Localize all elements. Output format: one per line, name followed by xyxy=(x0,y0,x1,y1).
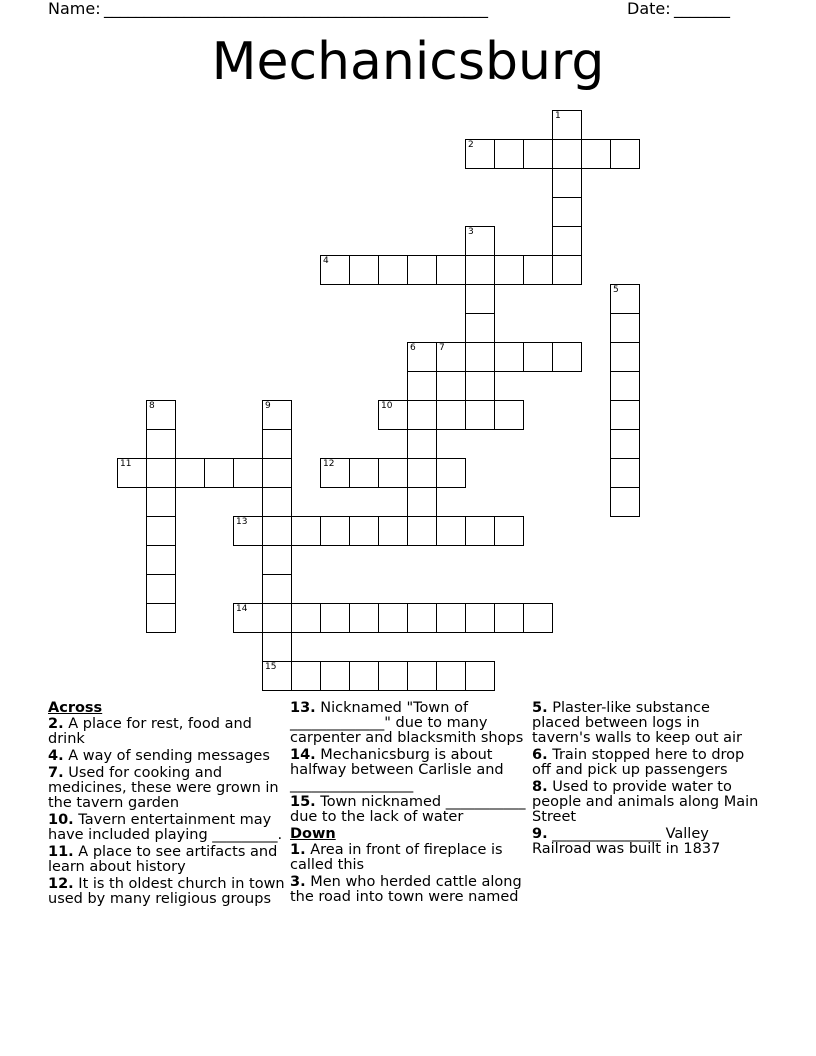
grid-cell[interactable] xyxy=(262,487,292,517)
grid-cell[interactable] xyxy=(146,400,176,430)
grid-cell[interactable] xyxy=(262,400,292,430)
grid-cell[interactable] xyxy=(262,429,292,459)
grid-cell[interactable] xyxy=(552,255,582,285)
grid-cell[interactable] xyxy=(494,516,524,546)
grid-cell[interactable] xyxy=(349,255,379,285)
clue-down-9 xyxy=(532,827,760,857)
grid-cell[interactable] xyxy=(146,429,176,459)
clues-column-1 xyxy=(48,701,288,909)
grid-cell[interactable] xyxy=(233,603,263,633)
grid-cell[interactable] xyxy=(436,516,466,546)
grid-cell[interactable] xyxy=(117,458,147,488)
grid-cell[interactable] xyxy=(552,168,582,198)
grid-cell[interactable] xyxy=(233,458,263,488)
name-label: Name: xyxy=(48,0,101,18)
cell-number: 14 xyxy=(236,604,248,614)
grid-cell[interactable] xyxy=(436,255,466,285)
grid-cell[interactable] xyxy=(610,487,640,517)
cell-number: 6 xyxy=(410,343,416,353)
clue-text: Men who herded cattle along the road into town were named xyxy=(290,874,522,905)
grid-cell[interactable] xyxy=(378,603,408,633)
grid-cell[interactable] xyxy=(436,603,466,633)
grid-cell[interactable] xyxy=(523,342,553,372)
cell-number: 2 xyxy=(468,140,474,150)
grid-cell[interactable] xyxy=(378,458,408,488)
grid-cell[interactable] xyxy=(465,371,495,401)
grid-cell[interactable] xyxy=(552,197,582,227)
grid-cell[interactable] xyxy=(552,226,582,256)
grid-cell[interactable] xyxy=(436,661,466,691)
grid-cell[interactable] xyxy=(349,516,379,546)
clue-number: 3. xyxy=(290,874,306,890)
grid-cell[interactable] xyxy=(146,458,176,488)
date-blank-line[interactable]: _______ xyxy=(674,0,730,18)
across-heading: Across xyxy=(48,700,103,716)
grid-cell[interactable] xyxy=(291,661,321,691)
grid-cell[interactable] xyxy=(378,400,408,430)
clue-text: Used to provide water to people and animals along Main Street xyxy=(532,779,759,825)
cell-number: 10 xyxy=(381,401,393,411)
grid-cell[interactable] xyxy=(262,632,292,662)
grid-cell[interactable] xyxy=(262,458,292,488)
grid-cell[interactable] xyxy=(262,516,292,546)
puzzle-title: Mechanicsburg xyxy=(211,32,605,92)
grid-cell[interactable] xyxy=(610,342,640,372)
grid-cell[interactable] xyxy=(262,574,292,604)
grid-cell[interactable] xyxy=(465,284,495,314)
cell-number: 12 xyxy=(323,459,335,469)
clue-number: 6. xyxy=(532,747,548,763)
grid-cell[interactable] xyxy=(204,458,234,488)
grid-cell[interactable] xyxy=(349,603,379,633)
clue-text: It is th oldest church in town used by many religious groups xyxy=(48,876,285,907)
grid-cell[interactable] xyxy=(407,429,437,459)
grid-cell[interactable] xyxy=(465,226,495,256)
grid-cell[interactable] xyxy=(262,603,292,633)
grid-cell[interactable] xyxy=(465,139,495,169)
grid-cell[interactable] xyxy=(233,516,263,546)
clue-across-10 xyxy=(48,813,288,843)
cell-number: 15 xyxy=(265,662,277,672)
clue-number: 1. xyxy=(290,842,306,858)
grid-cell[interactable] xyxy=(407,342,437,372)
clue-number: 10. xyxy=(48,812,74,828)
grid-cell[interactable] xyxy=(320,458,350,488)
clue-across-13 xyxy=(290,701,530,746)
grid-cell[interactable] xyxy=(407,487,437,517)
grid-cell[interactable] xyxy=(175,458,205,488)
clue-text: Tavern entertainment may have included playing _________. xyxy=(48,812,283,843)
clue-across-4 xyxy=(48,749,288,764)
grid-cell[interactable] xyxy=(465,400,495,430)
clue-text: Plaster-like substance placed between logs in tavern's walls to keep out air xyxy=(532,700,743,746)
clue-down-1 xyxy=(290,843,530,873)
clue-down-5 xyxy=(532,701,760,746)
cell-number: 1 xyxy=(555,111,561,121)
clue-text: Used for cooking and medicines, these were grown in the tavern garden xyxy=(48,765,279,811)
cell-number: 9 xyxy=(265,401,271,411)
grid-cell[interactable] xyxy=(494,400,524,430)
grid-cell[interactable] xyxy=(349,661,379,691)
cell-number: 8 xyxy=(149,401,155,411)
clue-down-6 xyxy=(532,748,760,778)
grid-cell[interactable] xyxy=(407,516,437,546)
grid-cell[interactable] xyxy=(436,458,466,488)
clue-text: Nicknamed "Town of _____________" due to many carpenter and blacksmith shops xyxy=(290,700,524,746)
clue-text: A place to see artifacts and learn about history xyxy=(48,844,278,875)
down-heading: Down xyxy=(290,826,336,842)
grid-cell[interactable] xyxy=(610,429,640,459)
cell-number: 7 xyxy=(439,343,445,353)
grid-cell[interactable] xyxy=(146,516,176,546)
grid-cell[interactable] xyxy=(146,545,176,575)
clue-number: 5. xyxy=(532,700,548,716)
grid-cell[interactable] xyxy=(465,313,495,343)
grid-cell[interactable] xyxy=(465,603,495,633)
grid-cell[interactable] xyxy=(407,603,437,633)
grid-cell[interactable] xyxy=(407,371,437,401)
grid-cell[interactable] xyxy=(610,458,640,488)
clue-number: 11. xyxy=(48,844,74,860)
clues-column-2 xyxy=(290,701,530,907)
clue-down-8 xyxy=(532,780,760,825)
grid-cell[interactable] xyxy=(610,371,640,401)
clue-number: 14. xyxy=(290,747,316,763)
grid-cell[interactable] xyxy=(494,603,524,633)
grid-cell[interactable] xyxy=(552,110,582,140)
grid-cell[interactable] xyxy=(523,255,553,285)
clue-text: Town nicknamed ___________ due to the lack of water xyxy=(290,794,526,825)
grid-cell[interactable] xyxy=(581,139,611,169)
grid-cell[interactable] xyxy=(320,516,350,546)
name-date-header xyxy=(48,0,748,22)
grid-cell[interactable] xyxy=(610,139,640,169)
grid-cell[interactable] xyxy=(378,661,408,691)
cell-number: 4 xyxy=(323,256,329,266)
grid-cell[interactable] xyxy=(523,139,553,169)
grid-cell[interactable] xyxy=(552,139,582,169)
cell-number: 3 xyxy=(468,227,474,237)
clue-text: Area in front of fireplace is called this xyxy=(290,842,503,873)
clue-number: 12. xyxy=(48,876,74,892)
grid-cell[interactable] xyxy=(146,603,176,633)
clue-number: 8. xyxy=(532,779,548,795)
clue-across-11 xyxy=(48,845,288,875)
grid-cell[interactable] xyxy=(494,342,524,372)
clue-text: A way of sending messages xyxy=(68,748,270,764)
clue-text: A place for rest, food and drink xyxy=(48,716,252,747)
name-blank-line[interactable]: ________________________________________________ xyxy=(104,0,488,18)
clue-across-12 xyxy=(48,877,288,907)
grid-cell[interactable] xyxy=(465,516,495,546)
grid-cell[interactable] xyxy=(378,255,408,285)
clues-column-3 xyxy=(532,701,760,859)
grid-cell[interactable] xyxy=(436,342,466,372)
grid-cell[interactable] xyxy=(436,400,466,430)
grid-cell[interactable] xyxy=(494,255,524,285)
grid-cell[interactable] xyxy=(407,255,437,285)
grid-cell[interactable] xyxy=(610,284,640,314)
grid-cell[interactable] xyxy=(552,342,582,372)
clue-text: Mechanicsburg is about halfway between Carlisle and _________________ xyxy=(290,747,504,793)
grid-cell[interactable] xyxy=(407,661,437,691)
clue-across-7 xyxy=(48,766,288,811)
grid-cell[interactable] xyxy=(523,603,553,633)
cell-number: 11 xyxy=(120,459,132,469)
grid-cell[interactable] xyxy=(407,458,437,488)
clue-across-15 xyxy=(290,795,530,825)
clue-number: 4. xyxy=(48,748,64,764)
clue-number: 2. xyxy=(48,716,64,732)
grid-cell[interactable] xyxy=(465,661,495,691)
grid-cell[interactable] xyxy=(465,255,495,285)
grid-cell[interactable] xyxy=(320,603,350,633)
clue-number: 13. xyxy=(290,700,316,716)
clue-number: 9. xyxy=(532,826,548,842)
grid-cell[interactable] xyxy=(320,255,350,285)
grid-cell[interactable] xyxy=(262,545,292,575)
grid-cell[interactable] xyxy=(465,342,495,372)
grid-cell[interactable] xyxy=(320,661,350,691)
clue-number: 15. xyxy=(290,794,316,810)
cell-number: 5 xyxy=(613,285,619,295)
grid-cell[interactable] xyxy=(262,661,292,691)
grid-cell[interactable] xyxy=(146,487,176,517)
grid-cell[interactable] xyxy=(146,574,176,604)
grid-cell[interactable] xyxy=(610,313,640,343)
clue-across-2 xyxy=(48,717,288,747)
cell-number: 13 xyxy=(236,517,248,527)
date-label: Date: xyxy=(627,0,671,18)
grid-cell[interactable] xyxy=(291,516,321,546)
clue-down-3 xyxy=(290,875,530,905)
grid-cell[interactable] xyxy=(349,458,379,488)
clue-across-14 xyxy=(290,748,530,793)
grid-cell[interactable] xyxy=(378,516,408,546)
grid-cell[interactable] xyxy=(407,400,437,430)
clue-text: Train stopped here to drop off and pick up passengers xyxy=(532,747,745,778)
grid-cell[interactable] xyxy=(291,603,321,633)
grid-cell[interactable] xyxy=(494,139,524,169)
grid-cell[interactable] xyxy=(610,400,640,430)
clue-text: _______________ Valley Railroad was built in 1837 xyxy=(532,826,721,857)
clue-number: 7. xyxy=(48,765,64,781)
